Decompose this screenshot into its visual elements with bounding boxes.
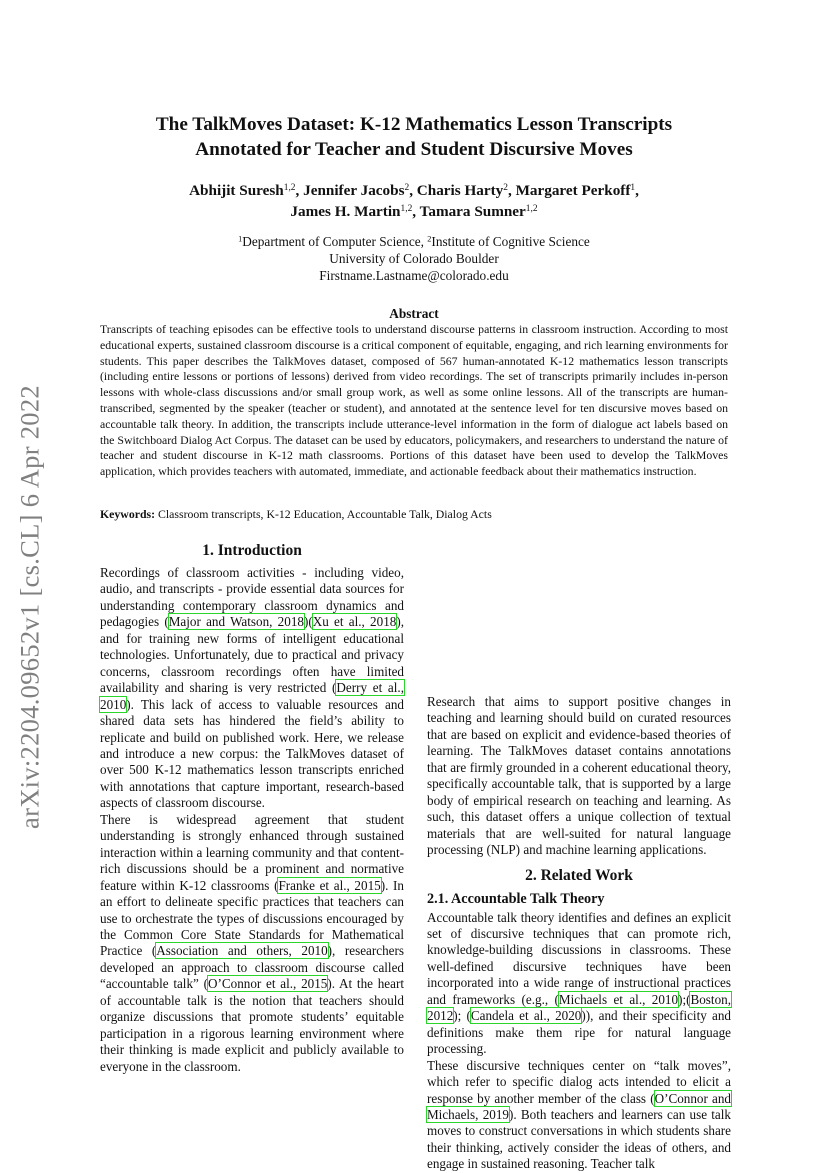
author-separator: , [635, 182, 639, 199]
text-run: These discursive techniques center on “talk moves”, which refer to specific dialog acts intended to elicit a response by another member of the class ( [427, 1057, 731, 1106]
author-name: Charis Harty [416, 182, 504, 199]
text-run: ). Both teachers and learners can use talk moves to construct conversations in which students share their thinking, actively consider the ideas of others, and engage in sustained reasoning. Teacher talk [427, 1106, 731, 1172]
text-run: Recordings of classroom activities - including video, audio, and transcripts - provide essential data sources for understanding contemporary classroom dynamics and pedagogies ( [100, 565, 404, 630]
author-name: Tamara Sumner [419, 203, 526, 220]
text-run: There is widespread agreement that student understanding is strongly enhanced through sustained interaction within a learning community and that content-rich discussions should be a prominent and normative feature within K-12 classrooms ( [100, 811, 404, 893]
author-separator: , [409, 182, 417, 199]
section-heading-related-work: 2. Related Work [525, 866, 633, 884]
text-run: ). This lack of access to valuable resources and shared data sets has hindered the field’s ability to replicate and build on published work. Here, we release and introduce a new corpus: the TalkMoves dataset of over 500 K-12 mathematics lesson transcripts enriched with annotations that capture important, research-based aspects of classroom discourse. [100, 696, 404, 811]
author-name: Margaret Perkoff [515, 182, 631, 199]
citation-link[interactable]: O’Connor et al., 2015 [208, 976, 328, 992]
keywords-text: Classroom transcripts, K-12 Education, Accountable Talk, Dialog Acts [158, 507, 492, 521]
author-name: Jennifer Jacobs [303, 182, 405, 199]
author-affiliation: 1,2 [400, 203, 413, 214]
paragraph [427, 910, 731, 1058]
department-1: Department of Computer Science, [242, 234, 428, 249]
citation-link[interactable]: O’Connor and Michaels, 2019 [427, 1090, 731, 1122]
title-line-2: Annotated for Teacher and Student Discursive Moves [195, 139, 633, 160]
text-run: Research that aims to support positive changes in teaching and learning should build on curated resources that are based on explicit and evidence-based theories of learning. The TalkMoves dataset contains annotations that are firmly grounded in a coherent educational theory, specifically accountable talk, that is supported by a large body of empirical research on teaching and learning. As such, this dataset offers a unique collection of textual materials that are well-suited for natural language processing (NLP) and machine learning applications. [427, 694, 731, 858]
text-run: )), and their specificity and definitions make them ripe for natural language processing. [427, 1008, 731, 1057]
text-run: Accountable talk theory identifies and defines an explicit set of discursive techniques that can promote rich, knowledge-building discussions in classrooms. These well-defined discursive techniques have been incorporated into a wide range of instructional practices and frameworks (e.g., ( [427, 909, 731, 1007]
paragraph [100, 565, 404, 812]
author-line-1 [100, 180, 728, 201]
abstract-heading: Abstract [389, 306, 439, 321]
section-heading-introduction: 1. Introduction [202, 542, 302, 559]
text-run: )( [303, 614, 313, 630]
affiliation-marker: 1 [238, 234, 243, 244]
author-name: James H. Martin [290, 203, 401, 220]
spacer [427, 859, 731, 867]
citation-link[interactable]: Xu et al., 2018 [312, 614, 397, 630]
paragraph [427, 1058, 731, 1173]
text-run: ). In an effort to delineate specific practices that teachers can use to orchestrate the types of discussions encouraged by the Common Core State Standards for Mathematical Practice ( [100, 877, 404, 959]
citation-link[interactable]: Candela et al., 2020 [470, 1008, 582, 1024]
text-run: );( [678, 991, 691, 1007]
paragraph [100, 812, 404, 1075]
author-name: Abhijit Suresh [189, 182, 284, 199]
citation-link[interactable]: Boston, 2012 [427, 991, 731, 1024]
citation-link[interactable]: Michaels et al., 2010 [558, 991, 679, 1007]
author-affiliation: 1,2 [525, 203, 538, 214]
citation-link[interactable]: Association and others, 2010 [156, 943, 328, 959]
text-run: ), researchers developed an approach to classroom discourse called “accountable talk” ( [100, 943, 404, 992]
email: Firstname.Lastname@colorado.edu [319, 268, 509, 283]
author-affiliation: 1 [630, 182, 636, 193]
author-affiliation: 2 [503, 182, 508, 193]
abstract-text: Transcripts of teaching episodes can be effective tools to understand discourse patterns in classroom instruction. According to most educational experts, sustained classroom discourse is a critical component of equitable, engaging, and rich learning environments for students. This paper describes the TalkMoves dataset, composed of 567 human-annotated K-12 mathematics lesson transcripts (including entire lessons or portions of lessons) derived from video recordings. The set of transcripts primarily includes in-person lessons with whole-class discussions and/or small group work, as well as some online lessons. All of the transcripts are human-transcribed, segmented by the speaker (teacher or student), and annotated at the sentence level for ten discursive moves based on accountable talk theory. In addition, the transcripts include utterance-level information in the form of dialogue act labels based on the Switchboard Dialog Act Corpus. The dataset can be used by educators, policymakers, and researchers to understand the nature of teacher and student discourse in K-12 math classrooms. Portions of this dataset have been used to develop the TalkMoves application, which provides teachers with automated, immediate, and actionable feedback about their mathematics instruction. [100, 322, 728, 479]
author-separator: , [295, 182, 304, 199]
paper-title [100, 112, 728, 162]
university: University of Colorado Boulder [329, 251, 499, 266]
keywords-label: Keywords: [100, 507, 156, 521]
citation-link[interactable]: Major and Watson, 2018 [168, 614, 304, 630]
citation-link[interactable]: Derry et al., 2010 [100, 680, 404, 712]
author-line-2 [100, 201, 728, 222]
text-run: ). At the heart of accountable talk is the notion that teachers should organize discussions that promote students’ equitable participation in a rigorous learning environment where their thinking is made explicit and publicly available to everyone in the classroom. [100, 976, 405, 1074]
text-run: ); ( [453, 1008, 471, 1024]
author-separator: , [412, 203, 420, 220]
author-list [100, 180, 728, 222]
author-affiliation: 2 [404, 182, 410, 193]
title-line-1: The TalkMoves Dataset: K-12 Mathematics Lesson Transcripts [155, 114, 673, 135]
keywords [100, 507, 728, 522]
arxiv-sidebar [10, 372, 50, 842]
paragraph [427, 694, 731, 859]
right-column [427, 542, 731, 1173]
author-affiliation: 1,2 [283, 182, 296, 193]
author-separator: , [507, 182, 516, 199]
affiliation-departments [100, 233, 728, 250]
affiliation-marker: 2 [427, 234, 432, 244]
affiliations [100, 233, 728, 284]
subsection-heading-accountable-talk: 2.1. Accountable Talk Theory [427, 890, 605, 907]
arxiv-identifier: arXiv:2204.09652v1 [cs.CL] 6 Apr 2022 [14, 385, 45, 829]
left-column [100, 542, 404, 1075]
department-2: Institute of Cognitive Science [431, 234, 590, 249]
citation-link[interactable]: Franke et al., 2015 [278, 877, 381, 893]
text-run: ), and for training new forms of intelligent educational technologies. Unfortunately, due to practical and privacy concerns, classroom recordings often have limited availability and sharing is very restricted ( [100, 614, 405, 696]
